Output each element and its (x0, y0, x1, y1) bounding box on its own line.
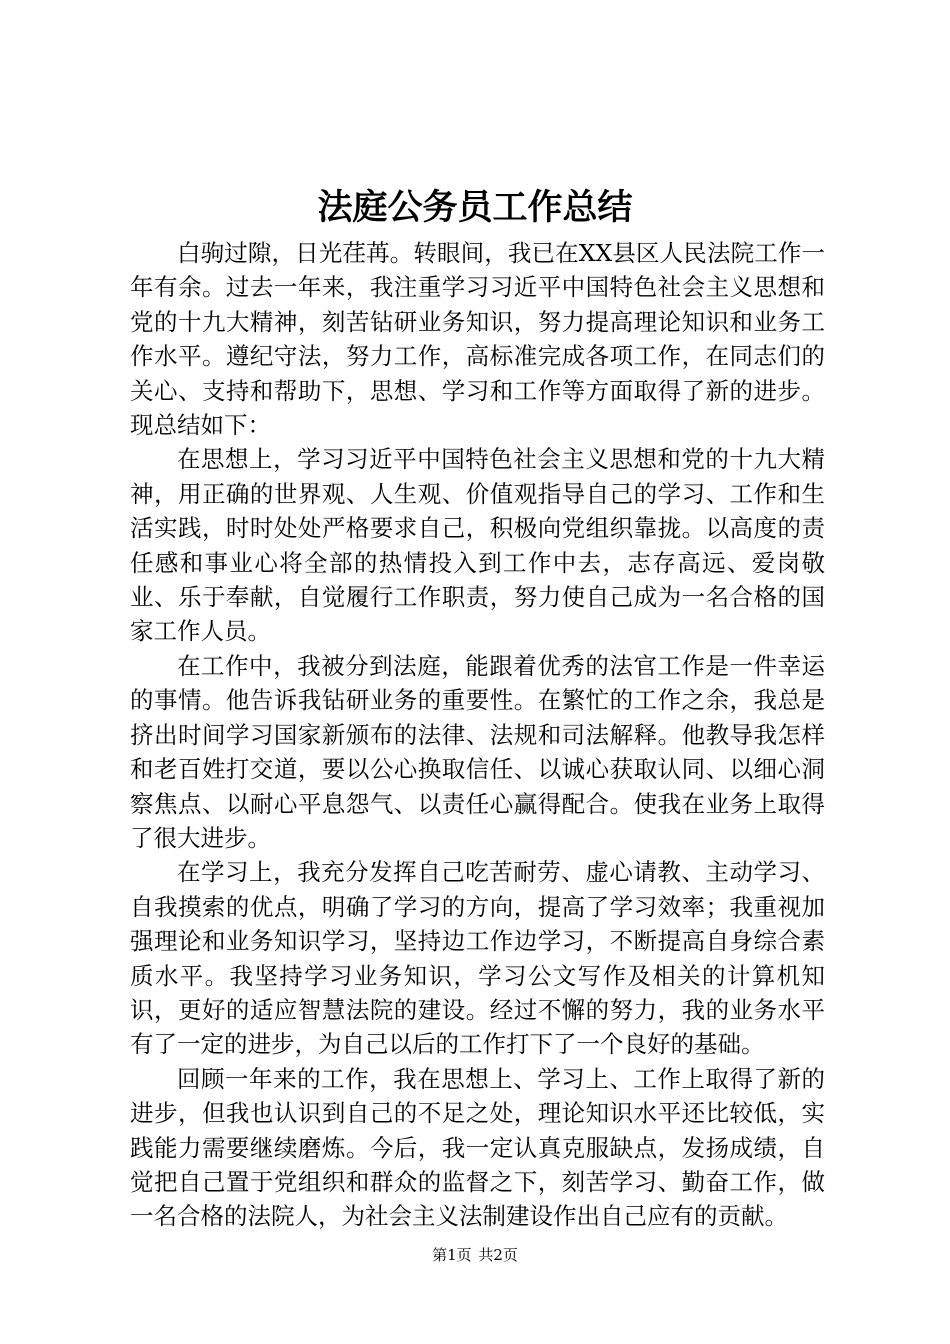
paragraph-study: 在学习上，我充分发挥自己吃苦耐劳、虚心请教、主动学习、自我摸索的优点，明确了学习的方向，提高了学习效率；我重视加强理论和业务知识学习，坚持边工作边学习，不断提高自身综合素质水平。我坚持学习业务知识，学习公文写作及相关的计算机知识，更好的适应智慧法院的建设。经过不懈的努力，我的业务水平有了一定的进步，为自己以后的工作打下了一个良好的基础。 (130, 858, 825, 1059)
paragraph-review: 回顾一年来的工作，我在思想上、学习上、工作上取得了新的进步，但我也认识到自己的不足之处，理论知识水平还比较低，实践能力需要继续磨炼。今后，我一定认真克服缺点，发扬成绩，自觉把自己置于党组织和群众的监督之下，刻苦学习、勤奋工作，做一名合格的法院人，为社会主义法制建设作出自己应有的贡献。 (130, 1064, 825, 1231)
paragraph-work: 在工作中，我被分到法庭，能跟着优秀的法官工作是一件幸运的事情。他告诉我钻研业务的重要性。在繁忙的工作之余，我总是挤出时间学习国家新颁布的法律、法规和司法解释。他教导我怎样和老百姓打交道，要以公心换取信任、以诚心获取认同、以细心洞察焦点、以耐心平息怨气、以责任心赢得配合。使我在业务上取得了很大进步。 (130, 651, 825, 852)
paragraph-ideology: 在思想上，学习习近平中国特色社会主义思想和党的十九大精神，用正确的世界观、人生观、价值观指导自己的学习、工作和生活实践，时时处处严格要求自己，积极向党组织靠拢。以高度的责任感和事业心将全部的热情投入到工作中去，志存高远、爱岗敬业、乐于奉献，自觉履行工作职责，努力使自己成为一名合格的国家工作人员。 (130, 445, 825, 646)
document-title: 法庭公务员工作总结 (317, 187, 633, 228)
document-body (130, 236, 825, 1234)
paragraph-intro: 白驹过隙，日光荏苒。转眼间，我已在XX县区人民法院工作一年有余。过去一年来，我注重学习习近平中国特色社会主义思想和党的十九大精神，刻苦钻研业务知识，努力提高理论知识和业务工作水平。遵纪守法，努力工作，高标准完成各项工作，在同志们的关心、支持和帮助下，思想、学习和工作等方面取得了新的进步。现总结如下： (130, 239, 825, 440)
page-number-footer: 第1页 共2页 (432, 1246, 518, 1264)
